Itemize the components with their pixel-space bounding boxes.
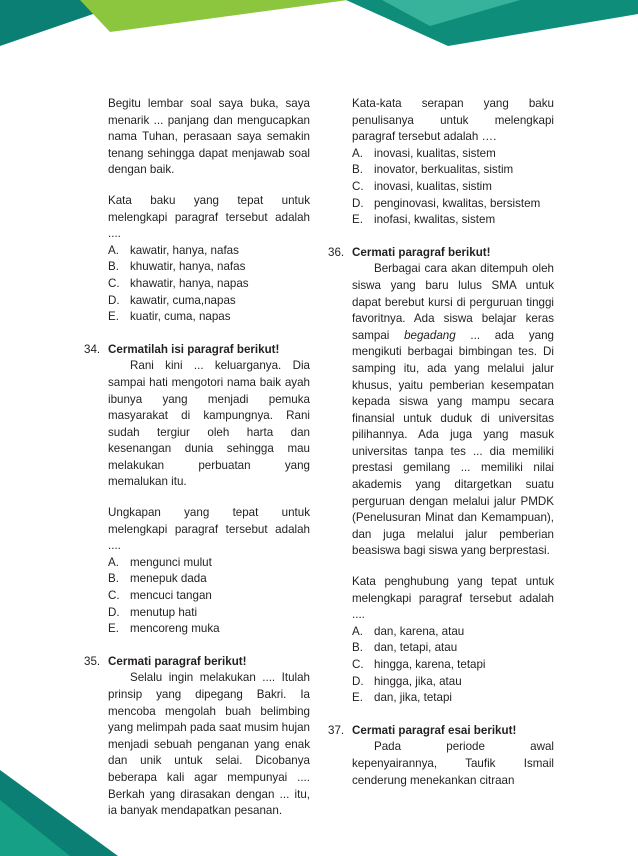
- q34-option-e[interactable]: E. mencoreng muka: [108, 622, 220, 636]
- q33-option-d[interactable]: D. kawatir, cuma,napas: [108, 293, 236, 307]
- q33-question: Kata baku yang tepat untuk melengkapi paragraf tersebut adalah ....: [108, 193, 310, 241]
- q35-option-a[interactable]: A. inovasi, kualitas, sistem: [352, 146, 496, 160]
- question-33-block: [84, 96, 310, 326]
- left-column: [84, 96, 310, 820]
- q33-passage: Begitu lembar soal saya buka, saya menarik ... panjang dan mengucapkan nama Tuhan, perasaan saya semakin tenang sehingga dapat menjawab soal dengan baik.: [108, 97, 310, 177]
- q35-option-e[interactable]: E. inofasi, kwalitas, sistem: [352, 213, 496, 227]
- q33-option-e[interactable]: E. kuatir, cuma, napas: [108, 310, 231, 324]
- q34-options: [108, 555, 310, 638]
- q34-number: 34.: [84, 342, 101, 356]
- q33-option-b[interactable]: B. khuwatir, hanya, nafas: [108, 260, 246, 274]
- q34-question: Ungkapan yang tepat untuk melengkapi paragraf tersebut adalah ....: [108, 506, 310, 553]
- q35-option-c[interactable]: C. inovasi, kualitas, sistim: [352, 179, 492, 193]
- q34-option-c[interactable]: C. mencuci tangan: [108, 589, 212, 603]
- question-36-block: [328, 245, 554, 707]
- question-35-block: [84, 654, 310, 820]
- q36-option-c[interactable]: C. hingga, karena, tetapi: [352, 658, 486, 671]
- q35-passage: Selalu ingin melakukan .... Itulah prinsip yang dipegang Bakri. Ia mencoba mengolah buah belimbing yang melimpah pada saat musim hujan menjadi sebuah penganan yang enak dan unik untuk selai. Dicobanya beberapa kali agar mempunyai .... Berkah yang dirasakan dengan ... itu, ia banyak mendapatkan pesanan.: [108, 671, 310, 818]
- q37-heading: 37. Cermati paragraf esai berikut!: [328, 723, 554, 740]
- q36-option-a[interactable]: A. dan, karena, atau: [352, 624, 465, 638]
- q36-option-e[interactable]: E. dan, jika, tetapi: [352, 691, 452, 705]
- q34-option-b[interactable]: B. menepuk dada: [108, 572, 207, 586]
- q35-option-d[interactable]: D. penginovasi, kwalitas, bersistem: [352, 196, 541, 210]
- q33-option-a[interactable]: A. kawatir, hanya, nafas: [108, 243, 239, 257]
- q36-option-d[interactable]: D. hingga, jika, atau: [352, 674, 462, 688]
- q33-options: [108, 243, 310, 326]
- q35-option-b[interactable]: B. inovator, berkualitas, sistim: [352, 163, 514, 177]
- q34-option-d[interactable]: D. menutup hati: [108, 605, 198, 619]
- q36-number: 36.: [328, 245, 345, 259]
- q36-passage: Berbagai cara akan ditempuh oleh siswa yang baru lulus SMA untuk dapat berebut kursi di perguruan tinggi favoritnya. Ada siswa belajar keras sampai begadang ... ada yang mengikuti berbagai bimbingan tes. Di samping itu, ada yang melalui jalur khusus, yaitu pemberian kesempatan kepada siswa yang mampu secara finansial untuk duduk di universitas pilihannya. Ada juga yang masuk universitas tanpa tes ... dia memiliki prestasi gemilang ... memiliki nilai akademis yang ditargetkan suatu perguruan dengan melalui jalur PMDK (Penelusuran Minat dan Kemampuan), dan juga melalui jalur pemberian beasiswa bagi siswa yang berprestasi.: [352, 262, 554, 558]
- q34-heading: 34. Cermatilah isi paragraf berikut!: [84, 342, 310, 359]
- q35-question: Kata-kata serapan yang baku penulisanya untuk melengkapi paragraf tersebut adalah ….: [352, 97, 554, 144]
- right-column: [328, 96, 554, 789]
- q36-question: Kata penghubung yang tepat untuk melengkapi paragraf tersebut adalah ....: [352, 575, 554, 622]
- q37-number: 37.: [328, 723, 345, 737]
- q37-passage: Pada periode awal kepenyairannya, Taufik Ismail cenderung menekankan citraan: [352, 740, 554, 787]
- question-34-block: [84, 342, 310, 638]
- q36-heading: 36. Cermati paragraf berikut!: [328, 245, 554, 262]
- q36-italic-word: begadang: [404, 328, 456, 342]
- q36-option-b[interactable]: B. dan, tetapi, atau: [352, 641, 458, 655]
- q36-options: [352, 624, 554, 707]
- q35-options: [352, 146, 554, 229]
- q35-heading: 35. Cermati paragraf berikut!: [84, 654, 310, 671]
- q34-option-a[interactable]: A. mengunci mulut: [108, 555, 212, 569]
- q34-passage: Rani kini ... keluarganya. Dia sampai hati mengotori nama baik ayah ibunya yang menjadi pemuka masyarakat di kampungnya. Rani sudah tergiur oleh harta dan kesenangan dunia sehingga mau melakukan perbuatan yang memalukan itu.: [108, 359, 310, 489]
- question-35-continued: [328, 96, 554, 229]
- q33-option-c[interactable]: C. khawatir, hanya, napas: [108, 276, 249, 290]
- header-green-band: [80, 0, 348, 32]
- q35-number: 35.: [84, 654, 101, 668]
- question-37-block: [328, 723, 554, 789]
